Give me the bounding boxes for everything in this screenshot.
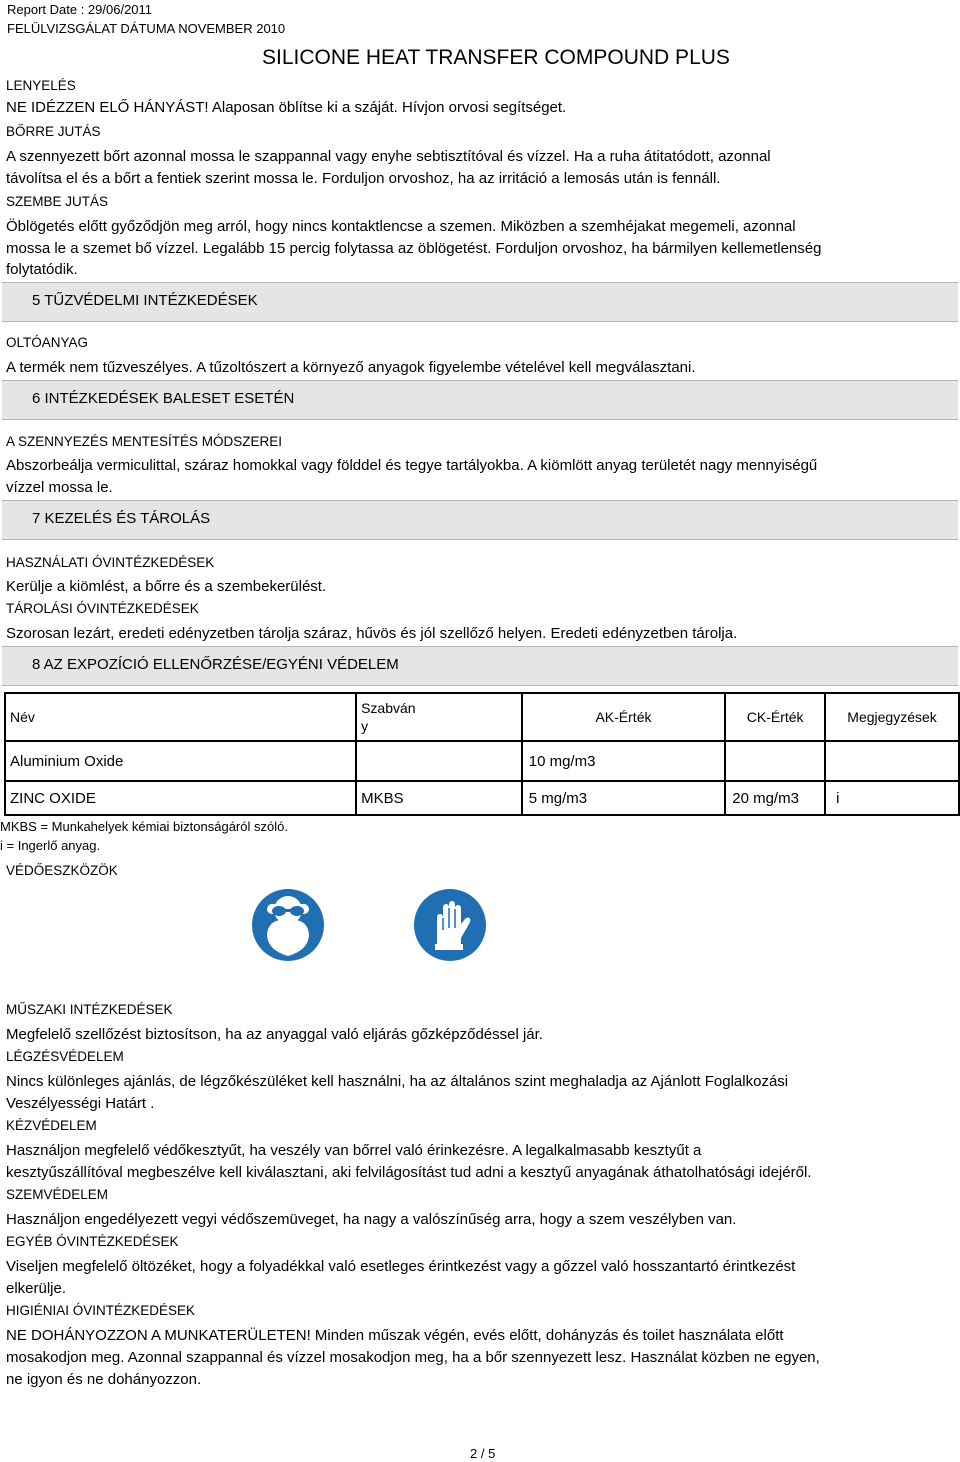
handling-text: Kerülje a kiömlést, a bőrre és a szembekerülést. xyxy=(6,578,327,595)
eye-text-line: mossa le a szemet bő vízzel. Legalább 15 percig folytassa az öblögetést. Forduljon orvoshoz, ha bármilyen kellemetlenség xyxy=(6,240,822,257)
section-5-heading: 5 TŰZVÉDELMI INTÉZKEDÉSEK xyxy=(32,292,258,309)
hygiene-text-line: mosakodjon meg. Azonnal szappannal és vízzel mosakodjon meg, ha a bőr szennyezett lesz. Használat közben ne egyen, xyxy=(6,1349,820,1366)
table-row xyxy=(5,781,959,815)
cell-remarks xyxy=(825,741,959,781)
cell-standard xyxy=(356,741,522,781)
section-8-heading: 8 AZ EXPOZÍCIÓ ELLENŐRZÉSE/EGYÉNI VÉDELEM xyxy=(32,656,399,673)
section-6-heading: 6 INTÉZKEDÉSEK BALESET ESETÉN xyxy=(32,390,295,407)
section-7-bar xyxy=(2,500,958,540)
cell-name: ZINC OXIDE xyxy=(5,781,356,815)
cell-standard: MKBS xyxy=(356,781,522,815)
ingestion-label: LENYELÉS xyxy=(6,78,76,93)
hand-text-line: Használjon megfelelő védőkesztyűt, ha veszély van bőrrel való érinkezésre. A legalkalmasabb kesztyűt a xyxy=(6,1142,702,1159)
cell-ak-value: 5 mg/m3 xyxy=(522,781,726,815)
eye-protection-text: Használjon engedélyezett vegyi védőszemüveget, ha nagy a valószínűség arra, hogy a szem veszélyben van. xyxy=(6,1211,737,1228)
engineering-measures-text: Megfelelő szellőzést biztosítson, ha az anyaggal való eljárás gőzképződéssel jár. xyxy=(6,1026,543,1043)
safety-goggles-icon xyxy=(251,888,325,962)
extinguishing-media-label: OLTÓANYAG xyxy=(6,335,89,350)
table-row xyxy=(5,741,959,781)
ingestion-text: NE IDÉZZEN ELŐ HÁNYÁST! Alaposan öblítse ki a száját. Hívjon orvosi segítséget. xyxy=(6,99,567,116)
header-remarks: Megjegyzések xyxy=(825,693,959,741)
hygiene-text-line: NE DOHÁNYOZZON A MUNKATERÜLETEN! Minden műszak végén, evés előtt, dohányzás és toilet használata előtt xyxy=(6,1327,784,1344)
skin-text-line: távolítsa el és a bőrt a fentiek szerint mossa le. Forduljon orvoshoz, ha az irritáció a lemosás után is fennáll. xyxy=(6,170,721,187)
cell-ck-value: 20 mg/m3 xyxy=(725,781,825,815)
hand-text-line: kesztyűszállítóval megbeszélve kell kiválasztani, aki felvilágosítást tud adni a kesztyű anyagának áthatolhatósági idejéről. xyxy=(6,1164,812,1181)
page-number: 2 / 5 xyxy=(470,1446,496,1461)
protective-gloves-icon xyxy=(413,888,487,962)
table-header-row xyxy=(5,693,959,741)
eye-protection-label: SZEMVÉDELEM xyxy=(6,1187,109,1202)
cell-remarks: i xyxy=(825,781,959,815)
cell-name: Aluminium Oxide xyxy=(5,741,356,781)
eye-text-line: Öblögetés előtt győződjön meg arról, hogy nincs kontaktlencse a szemen. Miközben a szemhéjakat megemeli, azonnal xyxy=(6,218,796,235)
cleanup-text-line: vízzel mossa le. xyxy=(6,479,113,496)
cell-ak-value: 10 mg/m3 xyxy=(522,741,726,781)
eye-text-line: folytatódik. xyxy=(6,261,78,278)
header-name: Név xyxy=(5,693,356,741)
header-ak-value: AK-Érték xyxy=(522,693,726,741)
eye-label: SZEMBE JUTÁS xyxy=(6,194,109,209)
skin-text-line: A szennyezett bőrt azonnal mossa le szappannal vagy enyhe sebtisztítóval és vízzel. Ha a ruha átitatódott, azonnal xyxy=(6,148,771,165)
section-5-bar xyxy=(2,282,958,322)
respiratory-text-line: Veszélyességi Határt . xyxy=(6,1095,155,1112)
respiratory-text-line: Nincs különleges ajánlás, de légzőkészüléket kell használni, ha az általános szint meghaladja az Ajánlott Foglalkozási xyxy=(6,1073,789,1090)
hygiene-text-line: ne igyon és ne dohányozzon. xyxy=(6,1371,202,1388)
report-date: Report Date : 29/06/2011 xyxy=(7,2,153,17)
revision-date: FELÜLVIZSGÁLAT DÁTUMA NOVEMBER 2010 xyxy=(7,21,286,36)
other-text-line: Viseljen megfelelő öltözéket, hogy a folyadékkal való esetleges érintkezést vagy a gőzzel való hosszantartó érintkezést xyxy=(6,1258,796,1275)
other-precautions-label: EGYÉB ÓVINTÉZKEDÉSEK xyxy=(6,1234,179,1249)
ppe-label: VÉDŐESZKÖZÖK xyxy=(6,863,118,878)
hygiene-label: HIGIÉNIAI ÓVINTÉZKEDÉSEK xyxy=(6,1303,196,1318)
hand-protection-label: KÉZVÉDELEM xyxy=(6,1118,97,1133)
cell-ck-value xyxy=(725,741,825,781)
handling-label: HASZNÁLATI ÓVINTÉZKEDÉSEK xyxy=(6,555,215,570)
header-standard: Szabván y xyxy=(356,693,522,741)
exposure-limits-table xyxy=(4,692,960,816)
respiratory-protection-label: LÉGZÉSVÉDELEM xyxy=(6,1049,124,1064)
product-title: SILICONE HEAT TRANSFER COMPOUND PLUS xyxy=(262,46,730,69)
other-text-line: elkerülje. xyxy=(6,1280,67,1297)
extinguishing-media-text: A termék nem tűzveszélyes. A tűzoltószert a környező anyagok figyelembe vételével kell megválasztani. xyxy=(6,359,696,376)
cleanup-text-line: Abszorbeálja vermiculittal, száraz homokkal vagy földdel és tegye tartályokba. A kiömlött anyag területét nagy mennyiségű xyxy=(6,457,818,474)
storage-label: TÁROLÁSI ÓVINTÉZKEDÉSEK xyxy=(6,601,199,616)
section-8-bar xyxy=(2,646,958,686)
note-irritant: i = Ingerlő anyag. xyxy=(0,838,101,853)
cleanup-label: A SZENNYEZÉS MENTESÍTÉS MÓDSZEREI xyxy=(6,434,283,449)
skin-label: BŐRRE JUTÁS xyxy=(6,124,101,139)
note-mkbs: MKBS = Munkahelyek kémiai biztonságáról szóló. xyxy=(0,819,288,834)
engineering-measures-label: MŰSZAKI INTÉZKEDÉSEK xyxy=(6,1002,173,1017)
section-7-heading: 7 KEZELÉS ÉS TÁROLÁS xyxy=(32,510,211,527)
storage-text: Szorosan lezárt, eredeti edényzetben tárolja száraz, hűvös és jól szellőző helyen. Eredeti edényzetben tárolja. xyxy=(6,625,738,642)
header-ck-value: CK-Érték xyxy=(725,693,825,741)
section-6-bar xyxy=(2,380,958,420)
